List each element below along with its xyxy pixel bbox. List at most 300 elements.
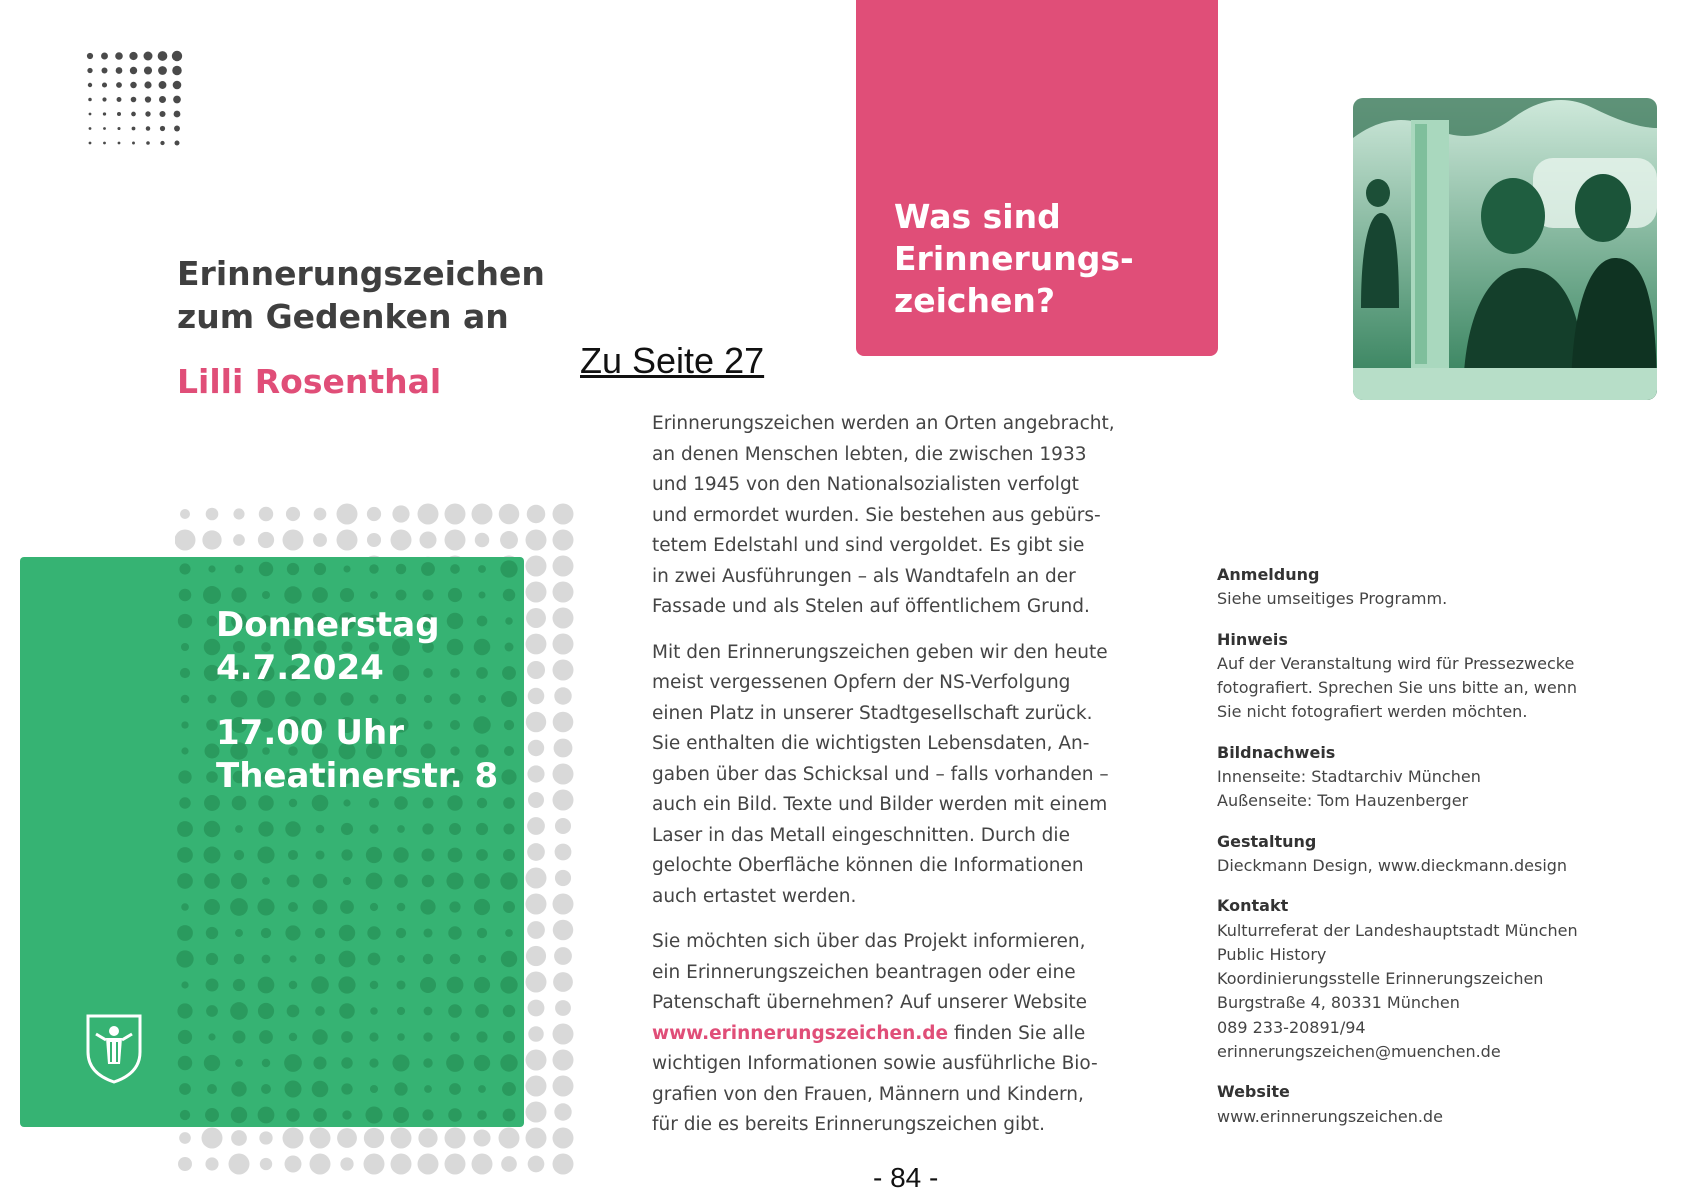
field-dot — [500, 531, 518, 549]
field-dot — [364, 1128, 384, 1148]
card-dot — [450, 954, 461, 965]
card-dot — [179, 797, 190, 808]
logo-dot — [144, 66, 152, 74]
card-dot — [396, 928, 406, 938]
text-line-with-link — [652, 1019, 1122, 1050]
card-dot — [258, 1107, 275, 1124]
card-dot — [423, 1058, 432, 1067]
card-dot — [204, 821, 220, 837]
card-dot — [261, 1084, 271, 1094]
card-dot — [478, 591, 485, 598]
card-dot — [343, 877, 351, 885]
logo-dot — [175, 141, 180, 146]
card-dot — [231, 873, 247, 889]
logo-dot — [117, 112, 121, 116]
card-dot — [501, 951, 517, 967]
card-dot — [231, 1107, 247, 1123]
card-dot — [366, 847, 382, 863]
info-gestaltung — [1217, 830, 1657, 879]
field-dot — [180, 509, 190, 519]
card-dot — [448, 1108, 462, 1122]
field-dot — [527, 817, 545, 835]
info-line: www.erinnerungszeichen.de — [1217, 1106, 1443, 1126]
card-dot — [477, 798, 487, 808]
info-line: Public History — [1217, 944, 1327, 964]
field-dot — [179, 1132, 191, 1144]
logo-dot — [115, 52, 123, 60]
card-dot — [341, 849, 352, 860]
page-link[interactable]: Zu Seite 27 — [580, 340, 765, 381]
card-dot — [340, 588, 354, 602]
card-dot — [204, 1055, 220, 1071]
logo-dot — [132, 142, 135, 145]
card-dot — [234, 954, 245, 965]
info-line: 089 233-20891/94 — [1217, 1017, 1366, 1037]
logo-dot — [103, 142, 106, 145]
text-line: gaben über das Schicksal und – falls vorhanden – — [652, 763, 1109, 785]
callout-line: Erinnerungs- — [894, 239, 1134, 278]
info-line: Koordinierungsstelle Erinnerungszeichen — [1217, 969, 1544, 989]
text-line: und ermordet wurden. Sie bestehen aus gebürs- — [652, 504, 1101, 526]
card-dot — [208, 1033, 215, 1040]
field-dot — [418, 1154, 439, 1175]
card-dot — [392, 1054, 409, 1071]
field-dot — [314, 508, 327, 521]
card-dot — [343, 565, 350, 572]
field-dot — [526, 1128, 547, 1149]
card-dot — [177, 1003, 192, 1018]
text-line: ein Erinnerungszeichen beantragen oder eine — [652, 961, 1076, 983]
field-dot — [553, 660, 574, 681]
card-dot — [179, 563, 190, 574]
card-dot — [181, 643, 189, 651]
card-dot — [369, 1032, 378, 1041]
card-dot — [312, 1029, 327, 1044]
callout-line: Was sind — [894, 197, 1061, 236]
logo-dot — [103, 127, 106, 130]
logo-dot — [160, 126, 165, 131]
card-dot — [312, 1081, 329, 1098]
card-dot — [233, 979, 245, 991]
card-dot — [289, 1033, 297, 1041]
info-line: Sie nicht fotografiert werden möchten. — [1217, 702, 1528, 722]
card-dot — [338, 976, 355, 993]
text-line: und 1945 von den Nationalsozialisten verfolgt — [652, 474, 1079, 495]
card-dot — [503, 823, 514, 834]
paragraph-3 — [652, 927, 1122, 1141]
field-dot — [259, 1131, 272, 1144]
card-dot — [313, 900, 328, 915]
field-dot — [553, 1050, 574, 1071]
card-dot — [446, 1054, 464, 1072]
card-dot — [423, 798, 434, 809]
card-dot — [503, 1005, 515, 1017]
card-dot — [176, 950, 193, 967]
card-dot — [231, 1081, 246, 1096]
card-dot — [235, 1059, 243, 1067]
card-dot — [315, 1006, 325, 1016]
field-dot — [445, 1128, 466, 1149]
card-dot — [448, 588, 462, 602]
card-dot — [181, 903, 189, 911]
field-dot — [526, 608, 546, 628]
card-dot — [367, 926, 380, 939]
card-dot — [205, 1108, 219, 1122]
card-dot — [262, 591, 270, 599]
logo-dot — [159, 111, 165, 117]
card-dot — [500, 976, 517, 993]
card-dot — [370, 1007, 378, 1015]
card-dot — [502, 666, 516, 680]
logo-dot — [145, 96, 151, 102]
card-dot — [396, 590, 407, 601]
field-dot — [553, 764, 574, 785]
field-dot — [528, 740, 544, 756]
card-dot — [369, 798, 379, 808]
card-dot — [230, 1002, 248, 1020]
card-dot — [285, 1081, 302, 1098]
card-dot — [397, 955, 405, 963]
field-dot — [526, 1050, 547, 1071]
card-dot — [475, 1004, 489, 1018]
card-dot — [341, 1057, 352, 1068]
field-dot — [499, 1128, 520, 1149]
card-dot — [503, 589, 515, 601]
field-dot — [553, 504, 574, 525]
card-dot — [287, 875, 300, 888]
logo-dot — [103, 112, 106, 115]
field-dot — [391, 1128, 412, 1149]
info-line: Innenseite: Stadtarchiv München — [1217, 767, 1481, 787]
paragraph-1 — [652, 409, 1122, 623]
card-dot — [313, 874, 328, 889]
card-dot — [313, 1056, 326, 1069]
card-dot — [474, 1055, 490, 1071]
info-heading: Kontakt — [1217, 896, 1289, 916]
card-dot — [259, 562, 273, 576]
field-dot — [526, 582, 547, 603]
card-dot — [370, 981, 378, 989]
card-dot — [424, 1085, 432, 1093]
card-dot — [289, 799, 297, 807]
field-dot — [528, 1156, 545, 1173]
card-dot — [423, 954, 433, 964]
main-text — [652, 409, 1122, 1156]
field-dot — [528, 1026, 543, 1041]
munich-crest-icon — [84, 1012, 144, 1084]
event-location: Theatinerstr. 8 — [216, 756, 499, 796]
field-dot — [391, 1154, 412, 1175]
logo-dot — [144, 52, 153, 61]
card-dot — [178, 1030, 192, 1044]
field-dot — [202, 530, 221, 549]
logo-dot — [160, 141, 164, 145]
page-number: - 84 - — [873, 1162, 939, 1193]
card-dot — [503, 1031, 515, 1043]
card-dot — [393, 847, 408, 862]
card-dot — [422, 823, 433, 834]
card-dot — [393, 1107, 409, 1123]
card-dot — [179, 589, 192, 602]
text-line: wichtigen Informationen sowie ausführliche Bio- — [652, 1053, 1098, 1074]
logo-dot — [132, 127, 136, 131]
field-dot — [475, 533, 489, 547]
info-line: Außenseite: Tom Hauzenberger — [1217, 791, 1469, 811]
logo-dot — [159, 96, 166, 103]
card-dot — [369, 1058, 378, 1067]
logo-dot — [158, 66, 167, 75]
card-dot — [476, 849, 488, 861]
logo-dot — [89, 113, 92, 116]
card-dot — [394, 874, 408, 888]
info-line: Kulturreferat der Landeshauptstadt München — [1217, 920, 1578, 940]
card-dot — [177, 847, 193, 863]
field-dot — [553, 972, 573, 992]
card-dot — [448, 1004, 462, 1018]
text-line: für die es bereits Erinnerungszeichen gibt. — [652, 1114, 1045, 1135]
card-dot — [178, 770, 191, 783]
card-dot — [421, 562, 435, 576]
card-dot — [505, 643, 514, 652]
card-dot — [204, 847, 221, 864]
logo-dot — [174, 111, 181, 118]
logo-dot — [130, 67, 137, 74]
field-dot — [419, 531, 436, 548]
card-dot — [180, 668, 190, 678]
field-dot — [367, 533, 381, 547]
field-dot — [283, 1128, 304, 1149]
title-line: Erinnerungszeichen — [177, 254, 545, 293]
card-dot — [312, 587, 328, 603]
field-dot — [528, 688, 545, 705]
field-dot — [554, 1103, 571, 1120]
text-line: Sie möchten sich über das Projekt informieren, — [652, 931, 1086, 952]
card-dot — [423, 590, 434, 601]
card-dot — [207, 1084, 217, 1094]
card-dot — [258, 821, 273, 836]
field-dot — [526, 556, 547, 577]
field-dot — [526, 530, 547, 551]
field-dot — [526, 946, 546, 966]
callout-title — [894, 196, 1134, 322]
page-title — [177, 252, 545, 338]
card-dot — [181, 695, 190, 704]
card-dot — [177, 873, 193, 889]
field-dot — [554, 687, 571, 704]
card-dot — [179, 1083, 191, 1095]
card-dot — [203, 586, 221, 604]
info-line: erinnerungszeichen@muenchen.de — [1217, 1042, 1501, 1062]
field-dot — [527, 921, 545, 939]
field-dot — [286, 507, 300, 521]
card-dot — [339, 1003, 355, 1019]
card-dot — [204, 899, 220, 915]
info-heading: Bildnachweis — [1217, 742, 1336, 762]
card-dot — [289, 955, 296, 962]
field-dot — [178, 1157, 192, 1171]
card-dot — [284, 1054, 302, 1072]
logo-dot — [89, 142, 92, 145]
card-dot — [365, 1106, 382, 1123]
field-dot — [553, 530, 574, 551]
card-dot — [504, 746, 514, 756]
text-line: grafien von den Frauen, Männern und Kindern, — [652, 1083, 1084, 1105]
logo-dot — [87, 53, 93, 59]
info-bildnachweis — [1217, 741, 1657, 814]
card-dot — [258, 1003, 274, 1019]
card-dot — [476, 1031, 487, 1042]
card-dot — [233, 1031, 246, 1044]
field-dot — [283, 530, 304, 551]
field-dot — [285, 1156, 302, 1173]
logo-dot — [116, 67, 123, 74]
text-fragment: finden Sie alle — [948, 1022, 1086, 1044]
info-line: Dieckmann Design, www.dieckmann.design — [1217, 855, 1568, 875]
event-day: Donnerstag — [216, 605, 440, 645]
field-dot — [553, 634, 574, 655]
logo-dot — [102, 97, 106, 101]
info-line: fotografiert. Sprechen Sie uns bitte an, wenn — [1217, 678, 1577, 698]
card-dot — [180, 1110, 190, 1120]
card-dot — [450, 1032, 459, 1041]
logo-dot — [118, 142, 121, 145]
card-dot — [258, 977, 275, 994]
field-dot — [313, 533, 327, 547]
card-dot — [286, 1108, 299, 1121]
card-dot — [478, 955, 486, 963]
info-heading: Website — [1217, 1082, 1290, 1102]
logo-dot — [158, 51, 168, 61]
field-dot — [553, 582, 574, 603]
card-dot — [397, 903, 406, 912]
card-dot — [477, 928, 487, 938]
field-dot — [337, 530, 358, 551]
card-dot — [339, 951, 356, 968]
card-dot — [394, 1082, 407, 1095]
field-dot — [337, 504, 358, 525]
card-dot — [315, 954, 325, 964]
field-dot — [445, 1154, 466, 1175]
card-dot — [343, 799, 350, 806]
card-dot — [422, 875, 434, 887]
field-dot — [526, 972, 547, 993]
field-dot — [364, 1154, 385, 1175]
logo-dot — [102, 82, 107, 87]
card-dot — [370, 903, 378, 911]
field-dot — [473, 1129, 490, 1146]
card-dot — [501, 691, 517, 707]
field-dot — [499, 504, 520, 525]
text-line: meist vergessenen Opfern der NS-Verfolgung — [652, 672, 1071, 693]
card-dot — [178, 614, 192, 628]
field-dot — [527, 661, 545, 679]
card-dot — [288, 902, 298, 912]
card-dot — [478, 1085, 486, 1093]
card-dot — [424, 1007, 433, 1016]
card-dot — [311, 976, 329, 994]
field-dot — [392, 505, 409, 522]
card-dot — [262, 1059, 270, 1067]
field-dot — [260, 1158, 272, 1170]
card-dot — [177, 821, 193, 837]
card-dot — [257, 898, 274, 915]
field-dot — [259, 507, 273, 521]
card-dot — [204, 873, 220, 889]
info-hinweis — [1217, 628, 1657, 725]
card-dot — [366, 873, 383, 890]
field-dot — [258, 532, 274, 548]
info-line: Burgstraße 4, 80331 München — [1217, 993, 1460, 1013]
card-dot — [314, 563, 326, 575]
card-dot — [449, 823, 461, 835]
logo-dot — [102, 68, 108, 74]
logo-dot — [144, 81, 151, 88]
card-dot — [342, 1110, 351, 1119]
card-dot — [288, 850, 298, 860]
card-dot — [505, 929, 513, 937]
field-dot — [233, 534, 245, 546]
field-dot — [555, 818, 571, 834]
card-dot — [477, 1110, 487, 1120]
card-dot — [397, 825, 405, 833]
field-dot — [527, 505, 546, 524]
text-line: auch ertastet werden. — [652, 885, 857, 907]
field-dot — [202, 1128, 223, 1149]
field-dot — [526, 1102, 547, 1123]
card-dot — [505, 617, 512, 624]
field-dot — [340, 1157, 353, 1170]
text-line: Erinnerungszeichen werden an Orten angebracht, — [652, 413, 1115, 434]
card-dot — [339, 925, 355, 941]
card-dot — [500, 1054, 517, 1071]
field-dot — [526, 634, 547, 655]
logo-dot — [173, 96, 181, 104]
card-dot — [503, 901, 515, 913]
website-link[interactable]: www.erinnerungszeichen.de — [652, 1022, 949, 1044]
field-dot — [391, 530, 412, 551]
field-dot — [229, 1154, 250, 1175]
field-dot — [310, 1128, 331, 1149]
field-dot — [528, 792, 544, 808]
field-dot — [527, 843, 545, 861]
field-dot — [553, 1076, 574, 1097]
field-dot — [553, 712, 574, 733]
logo-dot — [172, 66, 182, 76]
info-heading: Hinweis — [1217, 629, 1288, 649]
field-dot — [526, 868, 547, 889]
card-dot — [181, 747, 188, 754]
card-dot — [341, 823, 353, 835]
info-heading: Anmeldung — [1217, 565, 1320, 584]
info-kontakt — [1217, 894, 1657, 1064]
field-dot — [553, 920, 573, 940]
card-dot — [262, 877, 270, 885]
field-dot — [367, 507, 381, 521]
logo-dot — [117, 127, 120, 130]
card-dot — [449, 901, 460, 912]
card-dot — [503, 849, 515, 861]
card-dot — [231, 587, 246, 602]
card-dot — [423, 928, 432, 937]
card-dot — [287, 563, 299, 575]
card-dot — [421, 848, 434, 861]
field-dot — [528, 1000, 545, 1017]
logo-dot — [174, 126, 180, 132]
logo-dot — [173, 81, 182, 90]
logo-dot — [89, 127, 92, 130]
card-dot — [206, 927, 218, 939]
card-dot — [478, 565, 486, 573]
